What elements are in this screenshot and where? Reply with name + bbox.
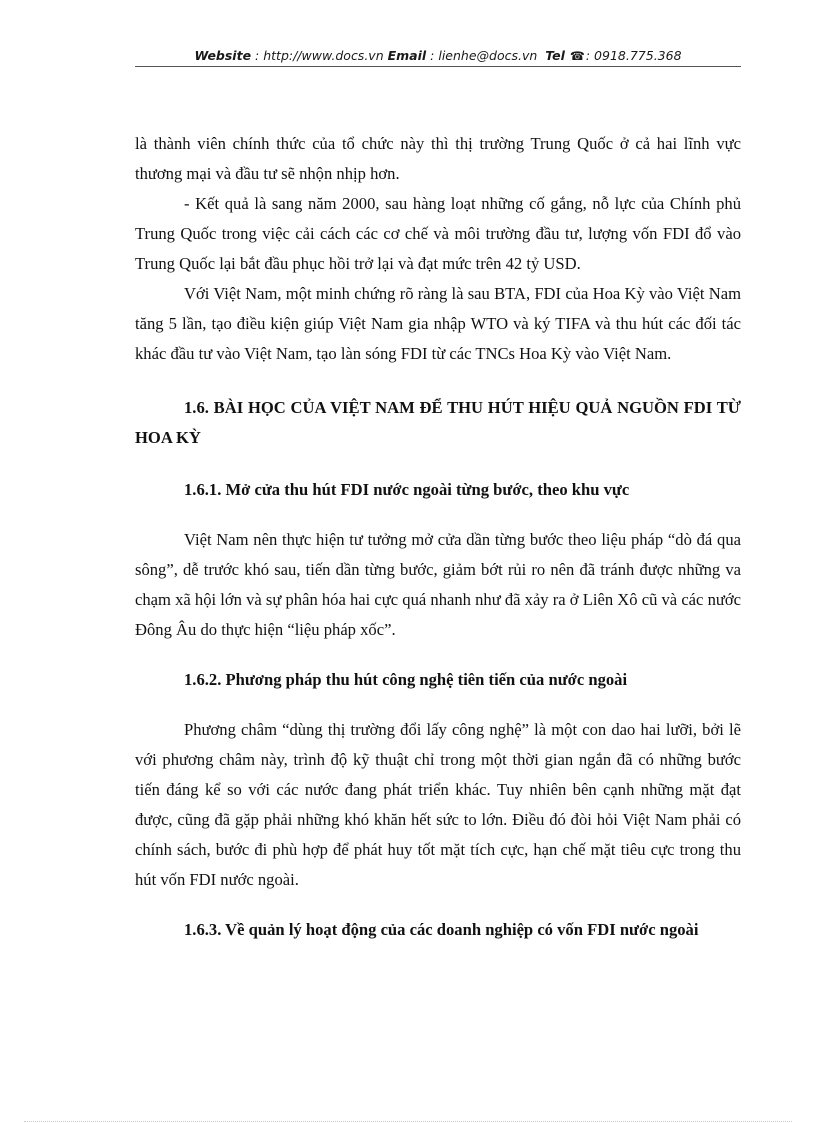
header-divider: [135, 66, 741, 67]
tel-value: : 0918.775.368: [585, 48, 682, 63]
section-heading-1-6-3: 1.6.3. Về quản lý hoạt động của các doanh nghiệp có vốn FDI nước ngoài: [184, 920, 699, 939]
website-url[interactable]: http://www.docs.vn: [263, 48, 384, 63]
section-heading-1-6-1: 1.6.1. Mở cửa thu hút FDI nước ngoài từng bước, theo khu vực: [184, 480, 630, 499]
paragraph-result-2000: - Kết quả là sang năm 2000, sau hàng loạt những cố gắng, nỗ lực của Chính phủ Trung Quốc trong việc cải cách các cơ chế và môi trường đầu tư, lượng vốn FDI đổ vào Trung Quốc lại bắt đầu phục hồi trở lại và đạt mức trên 42 tỷ USD.: [135, 194, 741, 273]
paragraph-open-door: Việt Nam nên thực hiện tư tưởng mở cửa dần từng bước theo liệu pháp “dò đá qua sông”, dễ trước khó sau, tiến dần từng bước, giảm bớt rủi ro nên đã tránh được những va chạm xã hội lớn và sự phân hóa hai cực quá nhanh như đã xảy ra ở Liên Xô cũ và các nước Đông Âu do thực hiện “liệu pháp xốc”.: [135, 530, 741, 639]
paragraph-technology: Phương châm “dùng thị trường đổi lấy công nghệ” là một con dao hai lưỡi, bởi lẽ với phương châm này, trình độ kỹ thuật chỉ trong một thời gian ngắn đã có những bước tiến đáng kể so với các nước đang phát triển khác. Tuy nhiên bên cạnh những mặt đạt được, cũng đã gặp phải những khó khăn hết sức to lớn. Điều đó đòi hỏi Việt Nam phải có chính sách, bước đi phù hợp để phát huy tốt mặt tích cực, hạn chế mặt tiêu cực trong thu hút vốn FDI nước ngoài.: [135, 720, 741, 889]
page-header: [135, 48, 741, 63]
section-heading-1-6-2: 1.6.2. Phương pháp thu hút công nghệ tiên tiến của nước ngoài: [184, 670, 628, 689]
website-separator: :: [251, 48, 264, 63]
email-value[interactable]: lienhe@docs.vn: [438, 48, 538, 63]
section-heading-1-6: 1.6. BÀI HỌC CỦA VIỆT NAM ĐỂ THU HÚT HIỆU QUẢ NGUỒN FDI TỪ HOA KỲ: [135, 398, 741, 447]
website-label: Website: [194, 48, 252, 63]
page-bottom-edge: [24, 1121, 792, 1122]
email-label: Email: [387, 48, 427, 63]
tel-label: Tel: [545, 48, 565, 63]
document-body: [135, 129, 741, 965]
paragraph-vietnam-bta: Với Việt Nam, một minh chứng rõ ràng là sau BTA, FDI của Hoa Kỳ vào Việt Nam tăng 5 lần, tạo điều kiện giúp Việt Nam gia nhập WTO và ký TIFA và thu hút các đối tác khác đầu tư vào Việt Nam, tạo làn sóng FDI từ các TNCs Hoa Kỳ vào Việt Nam.: [135, 284, 741, 363]
paragraph-continuation: là thành viên chính thức của tổ chức này thì thị trường Trung Quốc ở cả hai lĩnh vực thương mại và đầu tư sẽ nhộn nhịp hơn.: [135, 134, 741, 183]
email-separator: :: [426, 48, 439, 63]
phone-icon: ☎: [569, 49, 585, 63]
